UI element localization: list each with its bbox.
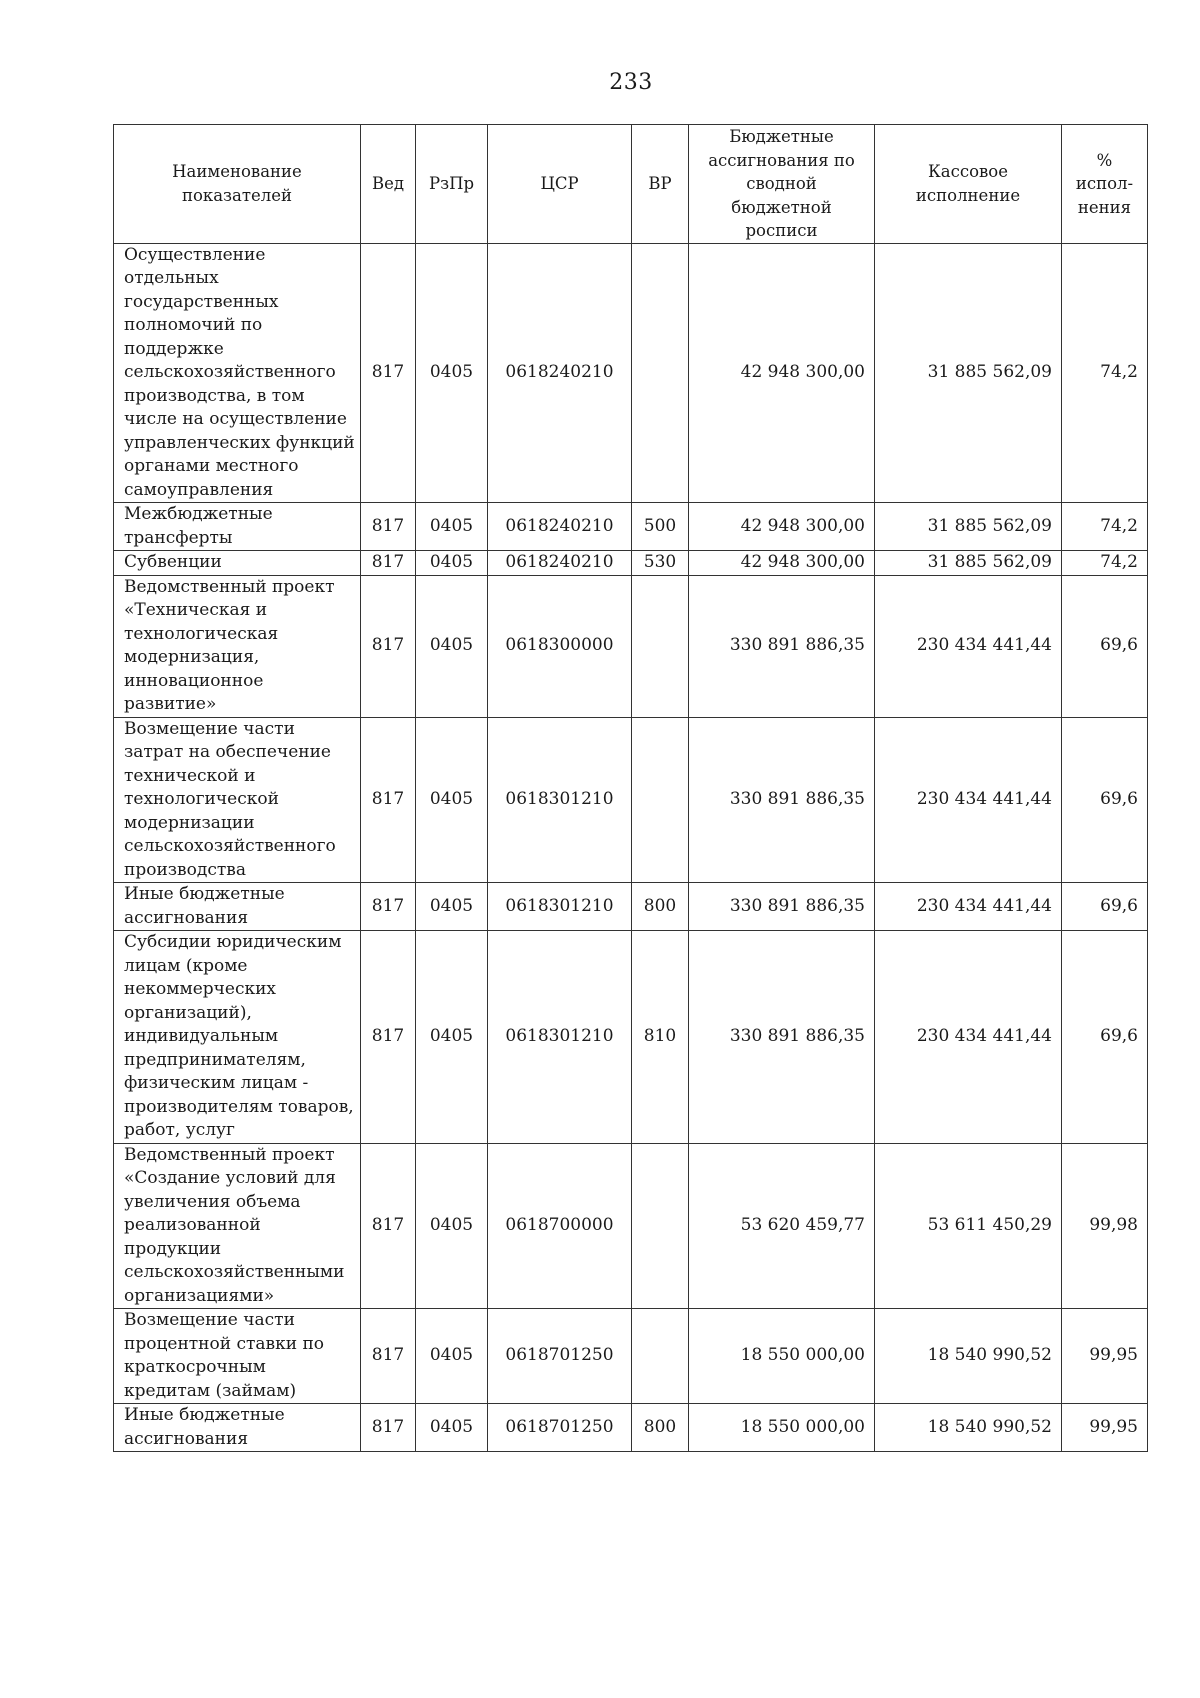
table-row [114, 503, 1148, 551]
row-ved: 817 [361, 931, 416, 1144]
row-assignments: 330 891 886,35 [689, 717, 875, 883]
row-rzpr: 0405 [416, 551, 488, 576]
row-ved: 817 [361, 243, 416, 503]
row-name: Возмещение части затрат на обеспечение технической и технологической модернизации сельскохозяйственного производства [114, 717, 361, 883]
table-header-row [114, 125, 1148, 244]
row-csr: 0618301210 [488, 883, 632, 931]
row-cash: 18 540 990,52 [875, 1404, 1062, 1452]
row-ved: 817 [361, 883, 416, 931]
row-vr [632, 243, 689, 503]
row-csr: 0618301210 [488, 931, 632, 1144]
row-rzpr: 0405 [416, 1404, 488, 1452]
table-row [114, 1309, 1148, 1404]
row-pct: 69,6 [1062, 931, 1148, 1144]
row-rzpr: 0405 [416, 717, 488, 883]
row-pct: 74,2 [1062, 243, 1148, 503]
table-row [114, 717, 1148, 883]
row-name: Иные бюджетные ассигнования [114, 883, 361, 931]
row-rzpr: 0405 [416, 931, 488, 1144]
row-rzpr: 0405 [416, 575, 488, 717]
header-cash: Кассовое исполнение [875, 125, 1062, 244]
row-ved: 817 [361, 1404, 416, 1452]
row-csr: 0618700000 [488, 1143, 632, 1309]
row-cash: 31 885 562,09 [875, 243, 1062, 503]
header-assignments: Бюджетные ассигнования по сводной бюджетной росписи [689, 125, 875, 244]
row-csr: 0618240210 [488, 243, 632, 503]
row-ved: 817 [361, 503, 416, 551]
row-assignments: 42 948 300,00 [689, 551, 875, 576]
row-pct: 74,2 [1062, 551, 1148, 576]
table-row [114, 931, 1148, 1144]
row-rzpr: 0405 [416, 883, 488, 931]
row-csr: 0618240210 [488, 551, 632, 576]
row-csr: 0618701250 [488, 1404, 632, 1452]
row-cash: 230 434 441,44 [875, 717, 1062, 883]
row-name: Субвенции [114, 551, 361, 576]
row-name: Межбюджетные трансферты [114, 503, 361, 551]
row-name: Возмещение части процентной ставки по краткосрочным кредитам (займам) [114, 1309, 361, 1404]
budget-execution-table [113, 124, 1148, 1452]
row-pct: 99,95 [1062, 1309, 1148, 1404]
row-name: Субсидии юридическим лицам (кроме некоммерческих организаций), индивидуальным предпринимателям, физическим лицам - производителям товаров, работ, услуг [114, 931, 361, 1144]
table-row [114, 1404, 1148, 1452]
row-ved: 817 [361, 551, 416, 576]
table-row [114, 551, 1148, 576]
row-vr: 800 [632, 1404, 689, 1452]
row-assignments: 53 620 459,77 [689, 1143, 875, 1309]
row-cash: 53 611 450,29 [875, 1143, 1062, 1309]
row-cash: 18 540 990,52 [875, 1309, 1062, 1404]
row-ved: 817 [361, 717, 416, 883]
row-assignments: 18 550 000,00 [689, 1309, 875, 1404]
row-name: Осуществление отдельных государственных полномочий по поддержке сельскохозяйственного производства, в том числе на осуществление управленческих функций органами местного самоуправления [114, 243, 361, 503]
header-name: Наименование показателей [114, 125, 361, 244]
header-rzpr: РзПр [416, 125, 488, 244]
row-assignments: 330 891 886,35 [689, 883, 875, 931]
row-csr: 0618240210 [488, 503, 632, 551]
row-vr [632, 1309, 689, 1404]
row-assignments: 42 948 300,00 [689, 243, 875, 503]
header-vr: ВР [632, 125, 689, 244]
row-assignments: 42 948 300,00 [689, 503, 875, 551]
row-rzpr: 0405 [416, 1309, 488, 1404]
row-cash: 31 885 562,09 [875, 551, 1062, 576]
row-ved: 817 [361, 1143, 416, 1309]
row-rzpr: 0405 [416, 243, 488, 503]
page-number: 233 [609, 70, 653, 95]
row-pct: 74,2 [1062, 503, 1148, 551]
row-pct: 99,98 [1062, 1143, 1148, 1309]
header-ved: Вед [361, 125, 416, 244]
row-vr: 500 [632, 503, 689, 551]
row-assignments: 18 550 000,00 [689, 1404, 875, 1452]
row-rzpr: 0405 [416, 1143, 488, 1309]
row-pct: 69,6 [1062, 575, 1148, 717]
row-pct: 69,6 [1062, 717, 1148, 883]
row-vr [632, 1143, 689, 1309]
row-name: Ведомственный проект «Техническая и технологическая модернизация, инновационное развитие» [114, 575, 361, 717]
row-ved: 817 [361, 575, 416, 717]
row-name: Ведомственный проект «Создание условий для увеличения объема реализованной продукции сельскохозяйственными организациями» [114, 1143, 361, 1309]
row-csr: 0618701250 [488, 1309, 632, 1404]
row-rzpr: 0405 [416, 503, 488, 551]
row-ved: 817 [361, 1309, 416, 1404]
row-cash: 230 434 441,44 [875, 931, 1062, 1144]
row-assignments: 330 891 886,35 [689, 575, 875, 717]
header-csr: ЦСР [488, 125, 632, 244]
row-vr: 800 [632, 883, 689, 931]
row-cash: 230 434 441,44 [875, 883, 1062, 931]
table-row [114, 575, 1148, 717]
row-cash: 230 434 441,44 [875, 575, 1062, 717]
table-row [114, 883, 1148, 931]
row-csr: 0618300000 [488, 575, 632, 717]
table-row [114, 243, 1148, 503]
table-row [114, 1143, 1148, 1309]
row-vr: 530 [632, 551, 689, 576]
row-assignments: 330 891 886,35 [689, 931, 875, 1144]
row-pct: 99,95 [1062, 1404, 1148, 1452]
row-vr: 810 [632, 931, 689, 1144]
row-name: Иные бюджетные ассигнования [114, 1404, 361, 1452]
row-vr [632, 717, 689, 883]
row-csr: 0618301210 [488, 717, 632, 883]
row-pct: 69,6 [1062, 883, 1148, 931]
row-cash: 31 885 562,09 [875, 503, 1062, 551]
header-pct: % испол-нения [1062, 125, 1148, 244]
row-vr [632, 575, 689, 717]
